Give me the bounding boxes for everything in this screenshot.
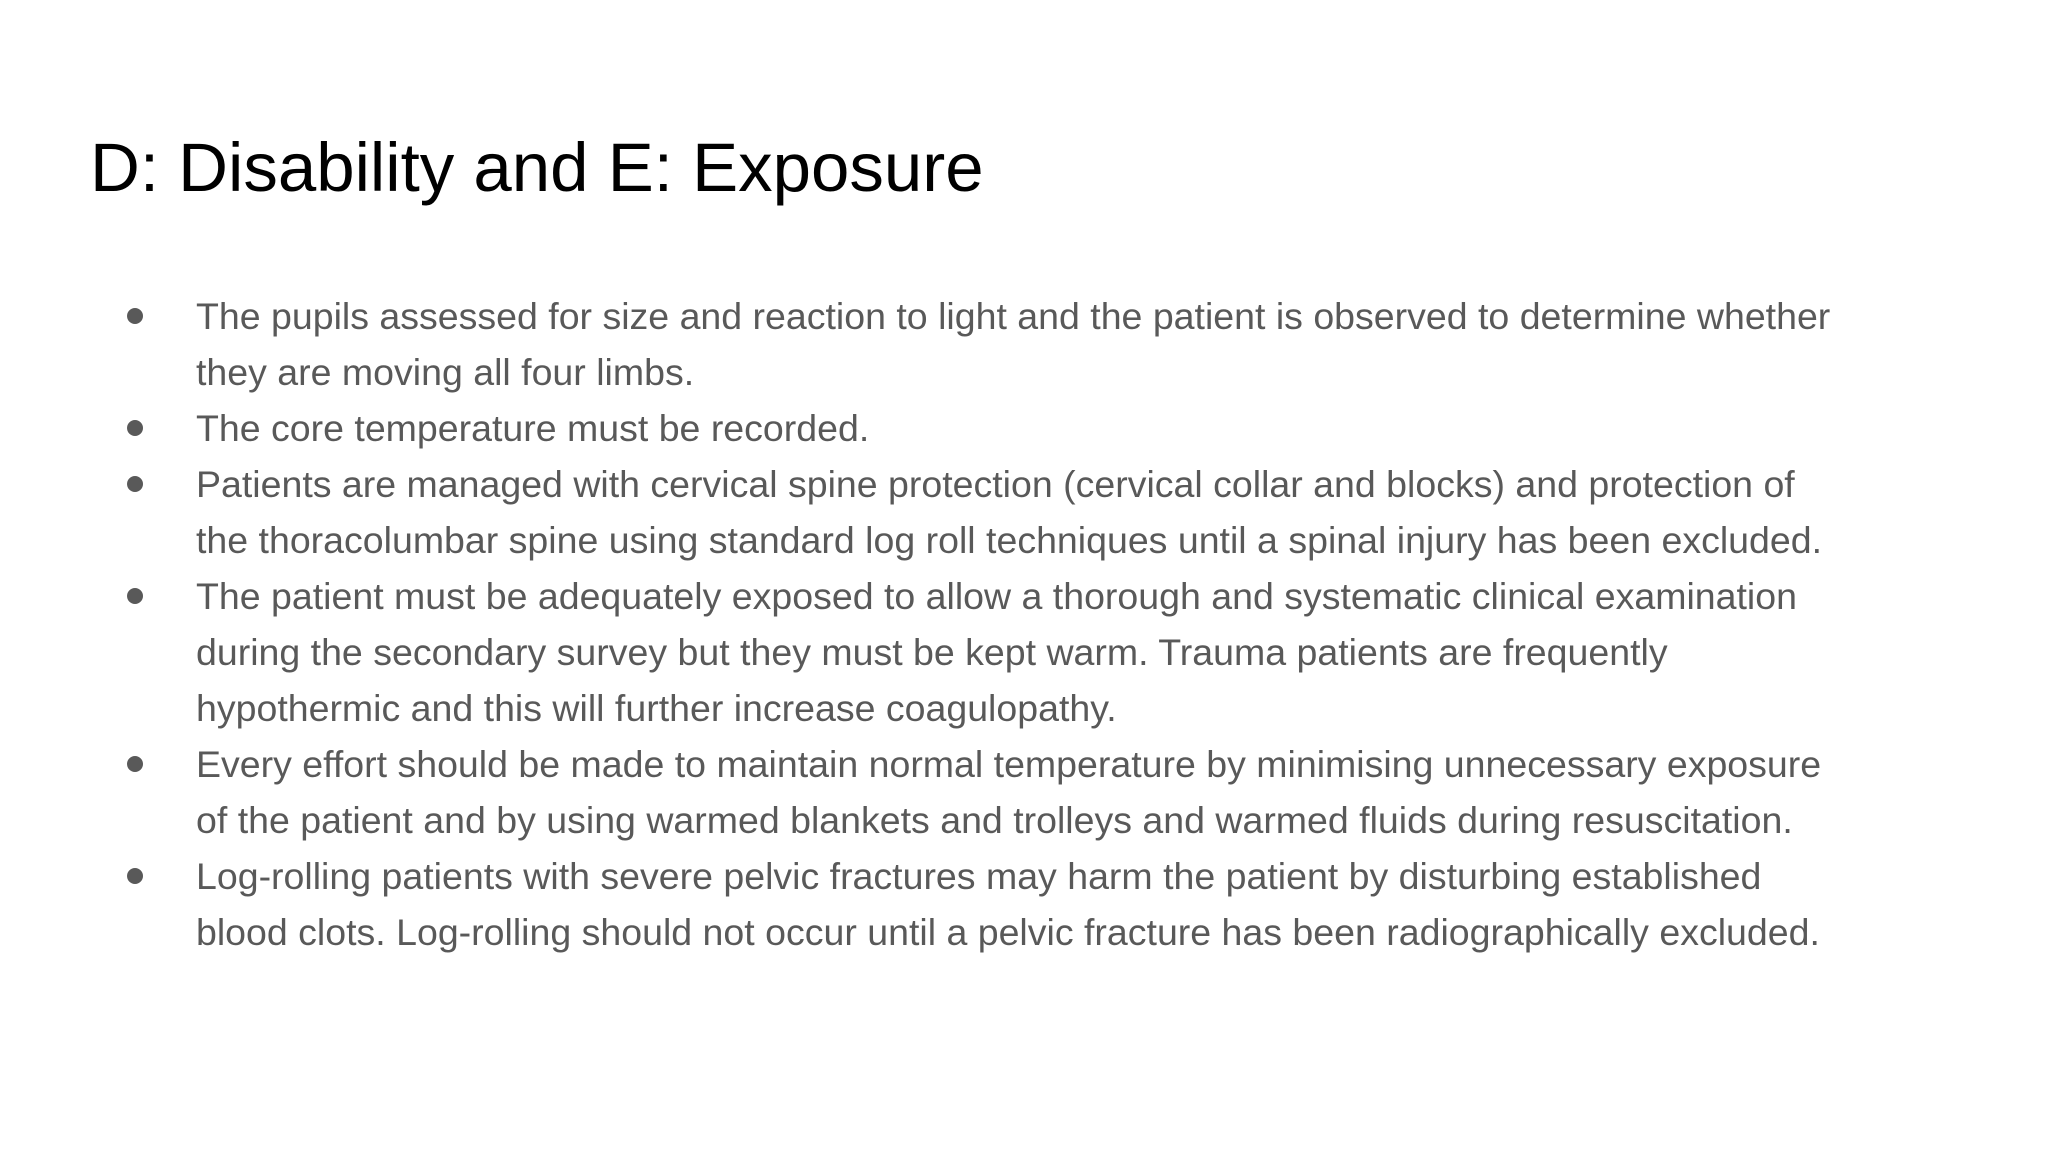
bullet-dot-icon xyxy=(127,868,143,884)
bullet-text-line: Patients are managed with cervical spine protection (cervical collar and blocks) and protection of xyxy=(196,463,1795,505)
bullet-item xyxy=(0,736,2048,848)
bullet-dot-icon xyxy=(127,588,143,604)
bullet-text-line: Log-rolling patients with severe pelvic fractures may harm the patient by disturbing established xyxy=(196,855,1762,897)
bullet-dot-icon xyxy=(127,420,143,436)
bullet-item xyxy=(0,456,2048,568)
bullet-text-line: Every effort should be made to maintain normal temperature by minimising unnecessary exposure xyxy=(196,743,1822,785)
bullet-text-line: they are moving all four limbs. xyxy=(196,351,695,393)
bullet-dot-icon xyxy=(127,756,143,772)
bullet-text-line: The patient must be adequately exposed to allow a thorough and systematic clinical examination xyxy=(196,575,1797,617)
bullet-text-line: The core temperature must be recorded. xyxy=(196,407,870,449)
bullet-text-line: The pupils assessed for size and reaction to light and the patient is observed to determine whether xyxy=(196,295,1831,337)
bullet-text-line: of the patient and by using warmed blankets and trolleys and warmed fluids during resuscitation. xyxy=(196,799,1793,841)
slide-title: D: Disability and E: Exposure xyxy=(90,129,984,206)
bullet-text-line: during the secondary survey but they must be kept warm. Trauma patients are frequently xyxy=(196,631,1668,673)
bullet-item xyxy=(0,568,2048,736)
bullet-text-line: hypothermic and this will further increase coagulopathy. xyxy=(196,687,1117,729)
bullet-item xyxy=(0,400,2048,456)
bullet-text-line: blood clots. Log-rolling should not occur until a pelvic fracture has been radiographically excluded. xyxy=(196,911,1820,953)
bullet-dot-icon xyxy=(127,476,143,492)
bullet-text-line: the thoracolumbar spine using standard log roll techniques until a spinal injury has been excluded. xyxy=(196,519,1823,561)
bullet-item xyxy=(0,288,2048,400)
bullet-dot-icon xyxy=(127,308,143,324)
bullet-list xyxy=(0,288,2048,960)
bullet-item xyxy=(0,848,2048,960)
